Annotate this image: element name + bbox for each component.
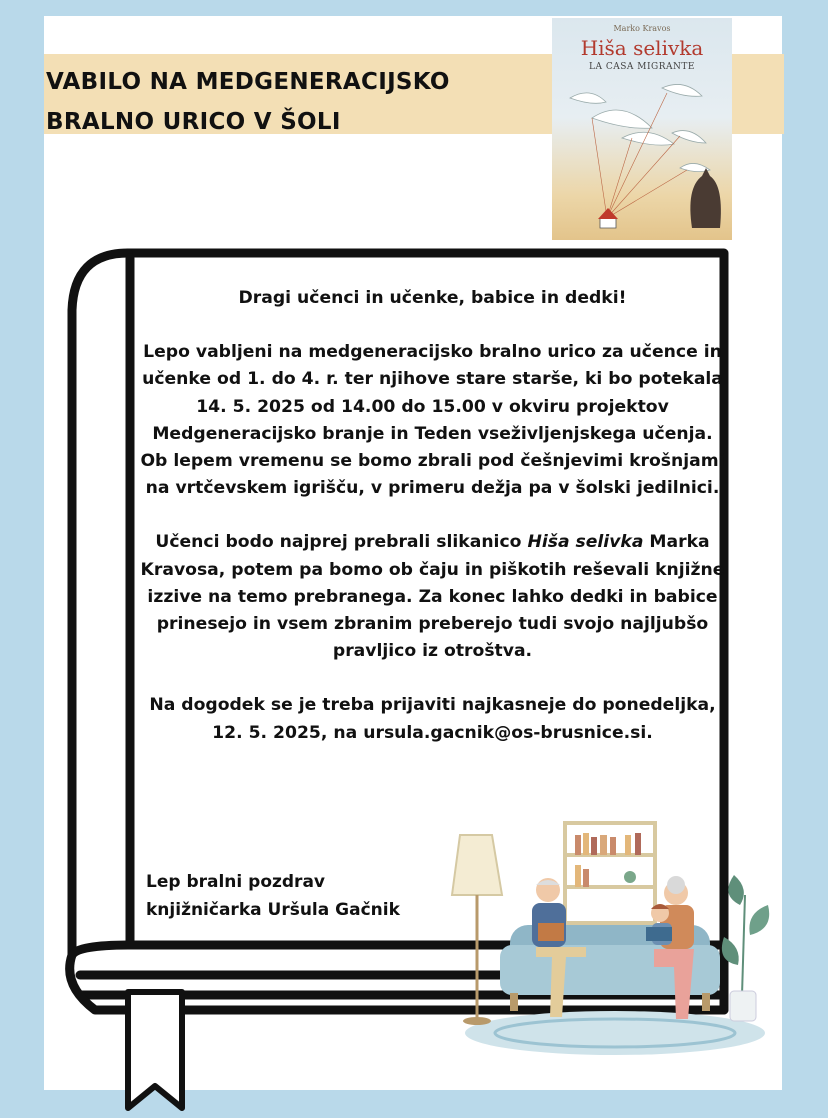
paragraph-program-start: Učenci bodo najprej prebrali slikanico bbox=[155, 532, 528, 553]
cover-title: Hiša selivka bbox=[580, 36, 704, 60]
cover-author: Marko Kravos bbox=[613, 24, 671, 33]
paragraph-program bbox=[140, 529, 725, 665]
paragraph-registration: Na dogodek se je treba prijaviti najkasneje do ponedeljka, 12. 5. 2025, na ursula.gacnik@os-brusnice.si. bbox=[149, 695, 716, 743]
title-line-2: BRALNO URICO V ŠOLI bbox=[46, 109, 341, 135]
paragraph-program-end: Marka Kravosa, potem pa bomo ob čaju in piškotih reševali knjižne izzive na temo prebranega. Za konec lahko dedki in babice prinesejo in vsem zbranim preberejo tudi svojo najljubšo pravljico iz otroštva. bbox=[140, 532, 725, 662]
title-line-1: VABILO NA MEDGENERACIJSKO bbox=[46, 69, 450, 95]
book-title-italic: Hiša selivka bbox=[527, 532, 644, 553]
paragraph-event-details: Lepo vabljeni na medgeneracijsko bralno urico za učence in učenke od 1. do 4. r. ter njihove stare starše, ki bo potekala 14. 5. 2025 od 14.00 do 15.00 v okviru projektov Medgeneracijsko branje in Teden vseživljenjskega učenja. Ob lepem vremenu se bomo zbrali pod češnjevimi krošnjami na vrtčevskem igrišču, v primeru dežja pa v šolski jedilnici. bbox=[140, 342, 725, 499]
invitation-text bbox=[140, 285, 725, 774]
grandparents-reading-icon bbox=[440, 815, 780, 1055]
signature-name: knjižničarka Uršula Gačnik bbox=[146, 900, 400, 920]
greeting: Dragi učenci in učenke, babice in dedki! bbox=[238, 288, 627, 308]
cover-subtitle: LA CASA MIGRANTE bbox=[589, 62, 695, 72]
signature bbox=[146, 868, 466, 924]
signature-greeting: Lep bralni pozdrav bbox=[146, 872, 325, 892]
